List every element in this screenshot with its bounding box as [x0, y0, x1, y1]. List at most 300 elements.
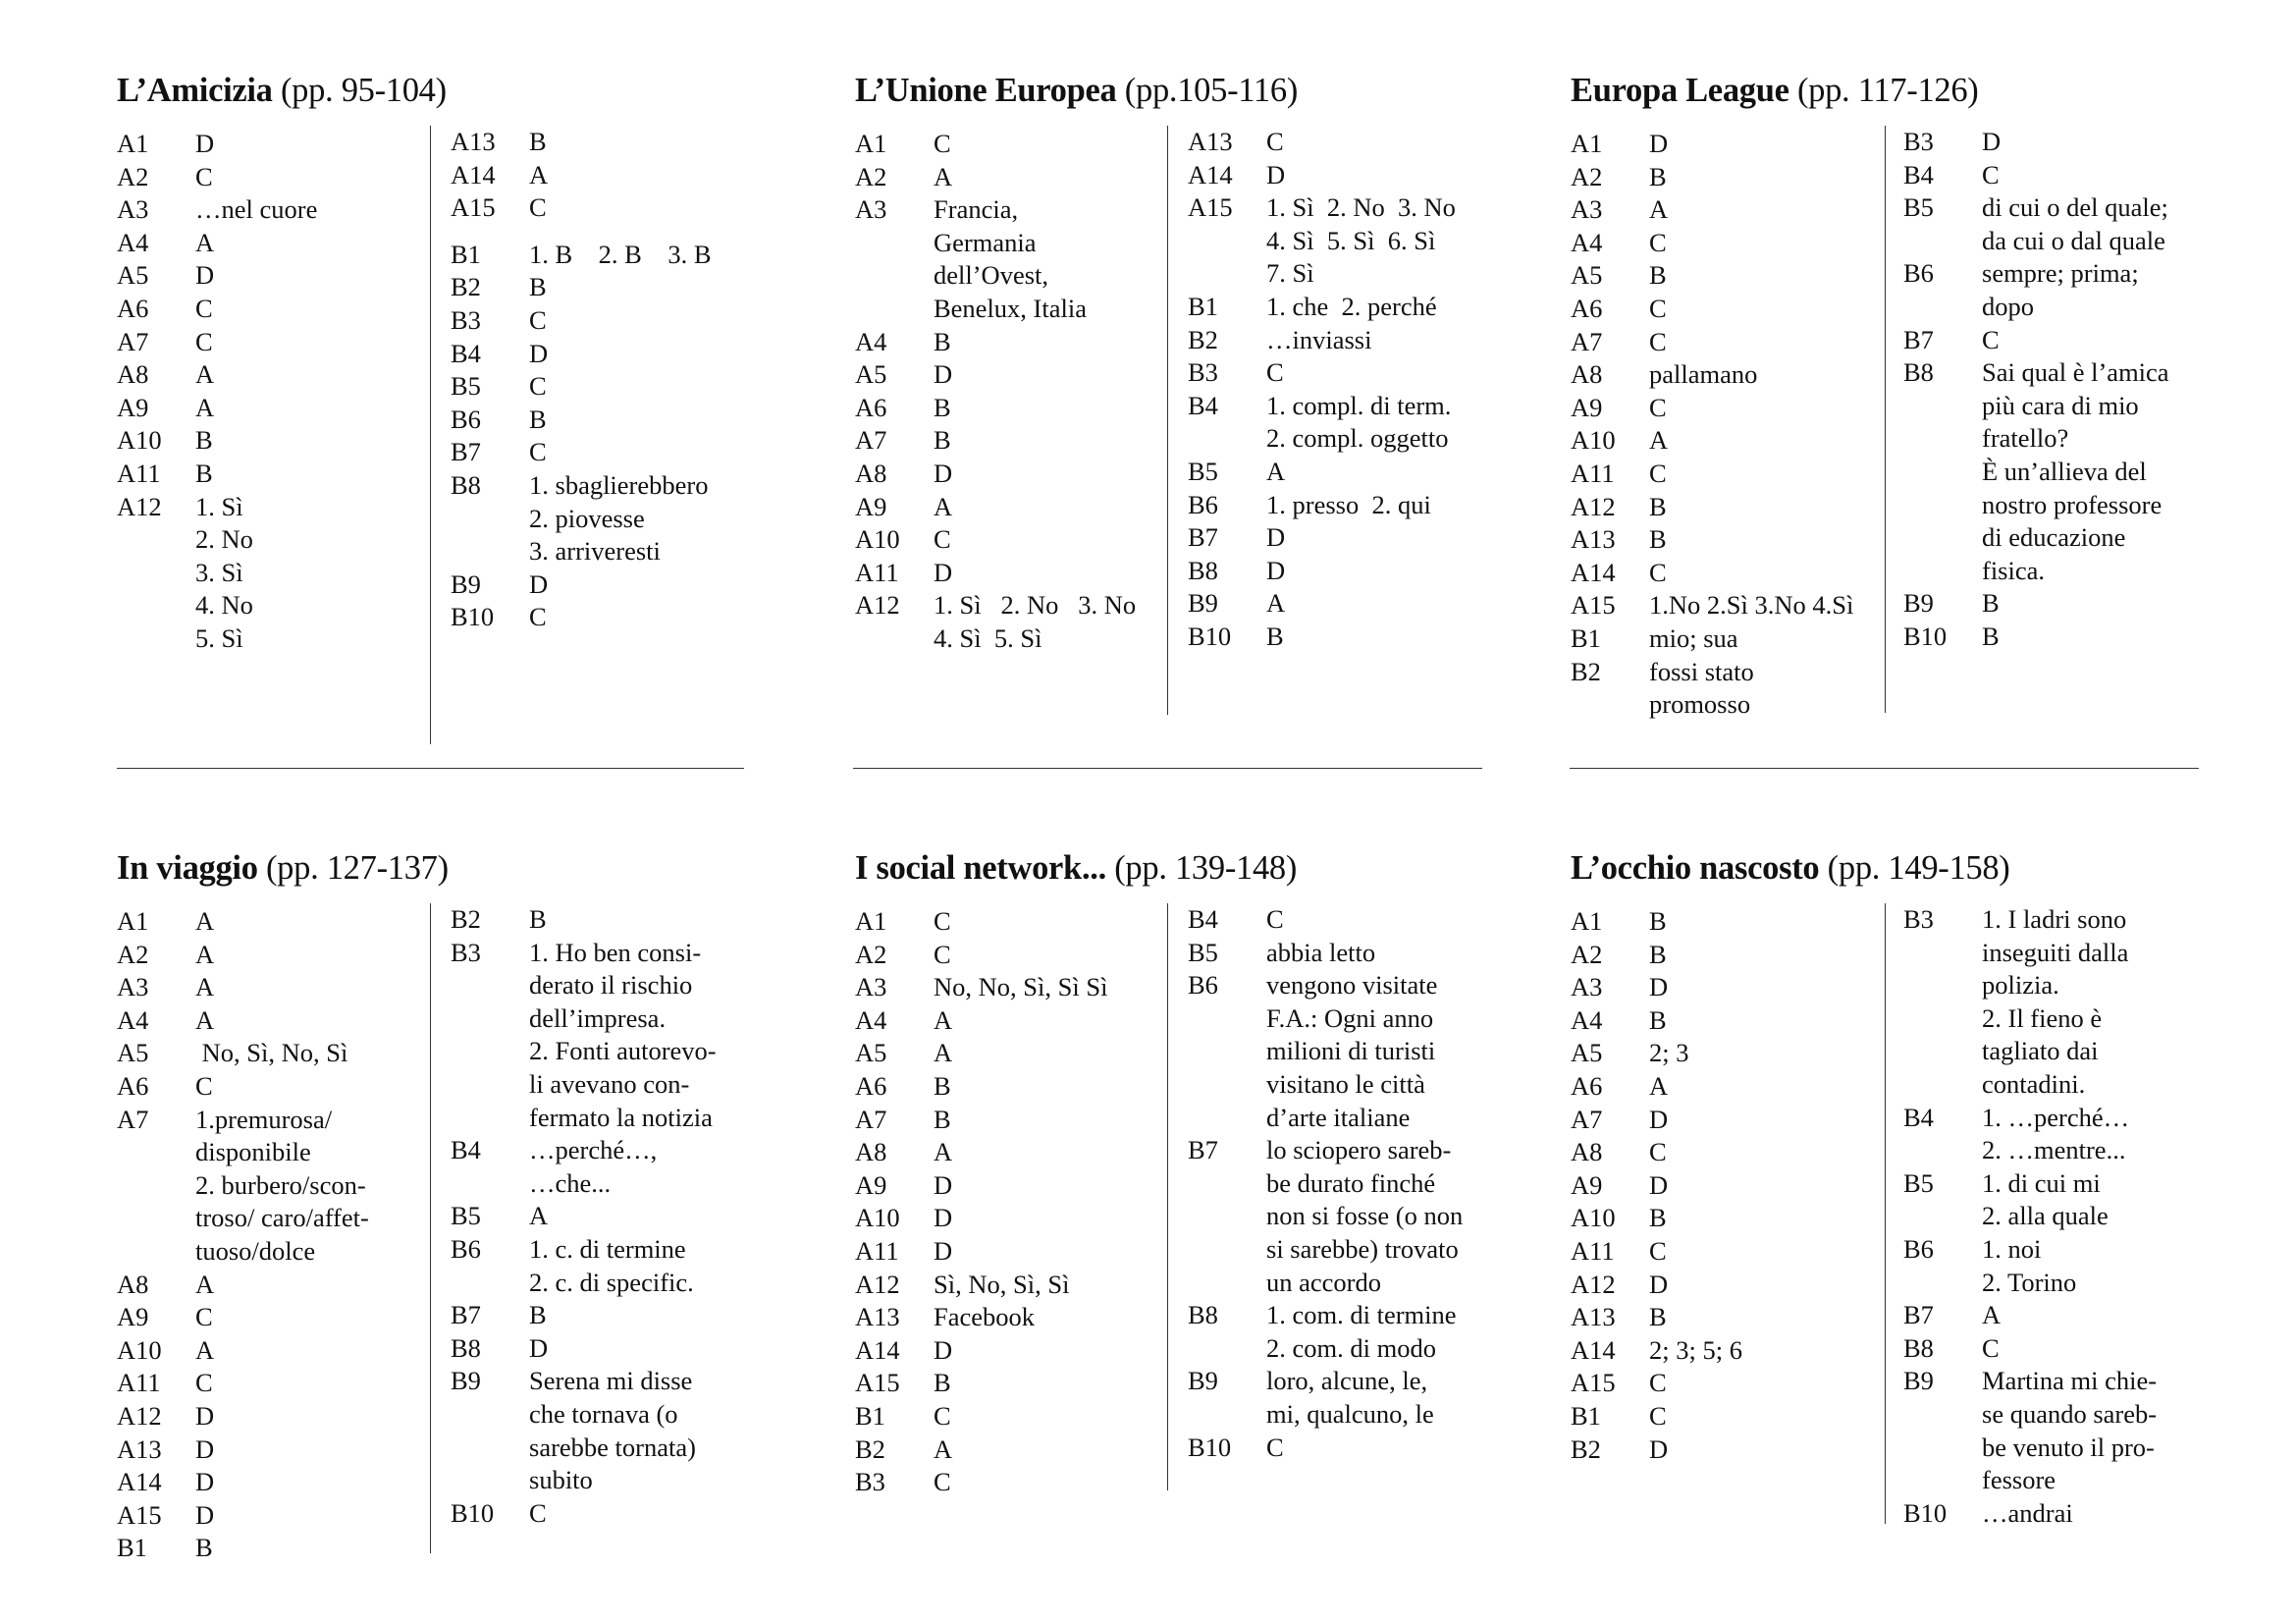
answer-row [1571, 1037, 1885, 1070]
question-code: B10 [451, 1497, 495, 1528]
answer-text [1266, 1365, 1502, 1431]
question-code: A8 [1571, 1137, 1603, 1167]
answer-column-2 [430, 903, 774, 1553]
answer-line: A [529, 1201, 549, 1231]
question-code: A2 [117, 939, 149, 969]
answer-row [117, 905, 431, 939]
answer-row [1903, 1497, 2217, 1531]
answer-line: 1. I ladri sono [1982, 904, 2127, 934]
question-code: A13 [117, 1434, 162, 1464]
answer-row [451, 1365, 774, 1496]
question-code: B4 [1903, 1102, 1934, 1132]
question-code: A9 [117, 392, 149, 422]
answer-line: se quando sareb- [1982, 1398, 2158, 1429]
answer-text [1982, 1102, 2217, 1167]
answer-line: B [195, 458, 213, 488]
answer-line: B [529, 272, 547, 302]
divider-line-1 [117, 768, 744, 769]
answer-text [195, 905, 431, 939]
answer-line: 3. Sì [195, 557, 243, 587]
answer-row [855, 1301, 1169, 1334]
answer-line: C [1649, 227, 1667, 257]
question-code: A10 [855, 1203, 900, 1233]
answer-line: B [1982, 621, 2000, 651]
answer-text [195, 259, 431, 293]
question-code: A4 [1571, 227, 1603, 257]
question-code: B7 [451, 437, 481, 467]
question-code: A1 [855, 129, 887, 158]
answer-column-1 [1571, 128, 1885, 722]
answer-row [451, 1200, 774, 1233]
answer-line: d’arte italiane [1266, 1102, 1411, 1132]
answer-row [117, 1532, 431, 1565]
answer-row [1188, 903, 1502, 937]
answer-text [1266, 356, 1482, 390]
answer-row [1903, 1299, 2217, 1332]
question-code: A12 [855, 1269, 900, 1299]
answer-line: D [934, 1203, 953, 1233]
answer-line: 2. Fonti autorevo- [529, 1036, 717, 1066]
question-code: A9 [855, 491, 887, 521]
answer-text [529, 271, 774, 304]
question-code: A15 [1571, 1368, 1616, 1398]
answer-text [1649, 622, 1885, 656]
question-code: A10 [1571, 1203, 1616, 1233]
section-title-pages: (pp. 139-148) [1105, 849, 1298, 887]
answer-text [1266, 390, 1482, 456]
answer-line: abbia letto [1266, 937, 1376, 967]
answer-line: A [195, 359, 215, 390]
answer-line: loro, alcune, le, [1266, 1366, 1428, 1396]
question-code: A5 [855, 359, 887, 390]
question-code: B10 [1903, 1497, 1948, 1528]
question-code: B10 [451, 602, 495, 632]
question-code: A3 [855, 194, 887, 225]
answer-row [1571, 1269, 1885, 1302]
answer-row [1571, 227, 1885, 260]
answer-row [1903, 324, 2217, 357]
answer-text [529, 903, 774, 937]
answer-line: mi, qualcuno, le [1266, 1398, 1434, 1429]
answer-row [451, 436, 774, 469]
answer-row [117, 161, 431, 194]
answer-column-1 [1571, 905, 1885, 1466]
answer-text [1982, 1497, 2217, 1531]
answer-line: subito [529, 1465, 593, 1495]
answer-line: B [934, 326, 951, 356]
answer-row [1571, 293, 1885, 326]
answer-row [1903, 126, 2217, 159]
question-code: A6 [855, 1070, 887, 1101]
question-code: B10 [1903, 621, 1948, 651]
answer-text [934, 589, 1169, 655]
answer-line: 5. Sì [195, 622, 243, 653]
question-code: A5 [117, 1038, 149, 1068]
answer-row [855, 1070, 1169, 1104]
question-code: B4 [1903, 159, 1934, 189]
section-title [855, 69, 1298, 112]
answer-line: D [934, 1235, 953, 1266]
section-title-pages: (pp.105-116) [1116, 72, 1299, 109]
section-title-pages: (pp. 95-104) [272, 72, 447, 109]
question-code: B1 [1188, 291, 1218, 321]
answer-line: D [1266, 555, 1286, 585]
question-code: A8 [1571, 359, 1603, 390]
answer-text [529, 1299, 774, 1332]
answer-text [934, 523, 1169, 557]
answer-row [1571, 1301, 1885, 1334]
answer-line: Francia, [934, 194, 1019, 225]
answer-line: A [934, 1137, 953, 1167]
answer-text [1649, 491, 1885, 524]
answer-row [1188, 390, 1482, 456]
answer-line: D [529, 1332, 549, 1363]
answer-text [529, 1497, 774, 1531]
question-code: B4 [1188, 390, 1218, 420]
answer-line: A [1982, 1300, 2002, 1330]
answer-text [1649, 1301, 1885, 1334]
question-code: A14 [855, 1334, 900, 1365]
answer-row [1571, 326, 1885, 359]
question-code: B9 [451, 568, 481, 599]
question-code: A2 [1571, 161, 1603, 191]
answer-text [195, 458, 431, 491]
question-code: A12 [117, 491, 162, 521]
answer-row [1571, 1400, 1885, 1434]
answer-line: C [1649, 458, 1667, 488]
question-code: B5 [1188, 456, 1218, 486]
answer-row [451, 404, 774, 437]
answer-row [855, 128, 1169, 161]
answer-text [195, 1301, 431, 1334]
answer-row [117, 1334, 431, 1368]
answer-row [1188, 937, 1502, 970]
answer-row [1188, 291, 1482, 324]
answer-text [1649, 1367, 1885, 1400]
question-code: B6 [451, 1233, 481, 1264]
answer-line: visitano le città [1266, 1068, 1425, 1099]
answer-line: C [934, 524, 951, 555]
section-title-bold: In viaggio [117, 849, 258, 887]
answer-text [1649, 1104, 1885, 1137]
answer-line: be venuto il pro- [1982, 1432, 2155, 1462]
question-code: A10 [117, 1334, 162, 1365]
answer-text [934, 1367, 1169, 1400]
answer-line: A [934, 1004, 953, 1035]
answer-line: D [1649, 1269, 1669, 1299]
question-code: A11 [855, 557, 899, 587]
answer-row [1571, 1235, 1885, 1269]
answer-line: 2. …mentre... [1982, 1135, 2126, 1165]
answer-row [855, 1104, 1169, 1137]
answer-row [1571, 622, 1885, 656]
answer-text [1649, 259, 1885, 293]
answer-line: C [1266, 1432, 1284, 1462]
answer-text [934, 491, 1169, 524]
answer-row [855, 358, 1169, 392]
answer-line: tagliato dai [1982, 1036, 2099, 1066]
question-code: A3 [1571, 194, 1603, 225]
answer-text [934, 1434, 1169, 1467]
answer-line: C [195, 1368, 213, 1398]
answer-line: fossi stato [1649, 656, 1754, 686]
answer-row [117, 939, 431, 972]
answer-text [934, 1136, 1169, 1169]
question-code: A9 [117, 1302, 149, 1332]
answer-text [1649, 193, 1885, 227]
answer-row [451, 1497, 774, 1531]
answer-line: fratello? [1982, 423, 2069, 454]
answer-row [855, 326, 1169, 359]
answer-text [1649, 1004, 1885, 1038]
answer-column-1 [117, 128, 431, 656]
question-code: B9 [1188, 1366, 1218, 1396]
answer-line: …nel cuore [195, 194, 318, 225]
answer-text [1649, 227, 1885, 260]
answer-text [1982, 1332, 2217, 1366]
question-code: A3 [1571, 972, 1603, 1002]
question-code: A6 [1571, 1070, 1603, 1101]
answer-line: D [195, 260, 215, 291]
question-code: A4 [117, 1004, 149, 1035]
question-code: B9 [1903, 1366, 1934, 1396]
answer-line: C [934, 906, 951, 936]
answer-line: A [1266, 456, 1286, 486]
answer-row [855, 1169, 1169, 1203]
question-code: B8 [1903, 1332, 1934, 1363]
question-code: B1 [855, 1400, 885, 1431]
answer-row [1188, 1432, 1502, 1465]
answer-row [855, 1269, 1169, 1302]
answer-text [934, 193, 1169, 325]
answer-line: C [934, 129, 951, 158]
answer-text [195, 939, 431, 972]
answer-line: C [529, 602, 547, 632]
question-code: A11 [1571, 458, 1615, 488]
answer-line: C [1649, 1137, 1667, 1167]
answer-line: C [195, 293, 213, 323]
answer-line: A [195, 972, 215, 1002]
answer-text [1982, 1167, 2217, 1233]
answer-row [855, 1235, 1169, 1269]
answer-row [117, 358, 431, 392]
answer-column-1 [855, 905, 1169, 1499]
answer-line: D [529, 338, 549, 368]
answer-text [1266, 191, 1482, 291]
answer-text [1649, 392, 1885, 425]
answer-line: D [195, 129, 215, 158]
answer-line: 2. No [195, 524, 253, 555]
answer-row [117, 424, 431, 458]
answer-text [1649, 1202, 1885, 1235]
answer-line: fermato la notizia [529, 1102, 713, 1132]
answer-text [195, 193, 431, 227]
answer-line: B [1649, 491, 1667, 521]
answer-line: F.A.: Ogni anno [1266, 1002, 1434, 1033]
answer-line: 4. No [195, 590, 253, 621]
answer-line: C [1649, 1400, 1667, 1431]
question-code: B6 [1188, 970, 1218, 1001]
answer-text [195, 1334, 431, 1368]
question-code: A7 [117, 326, 149, 356]
answer-text [1649, 358, 1885, 392]
question-code: B9 [1903, 588, 1934, 619]
question-code: A11 [1571, 1235, 1615, 1266]
question-code: B6 [1903, 258, 1934, 289]
section-title [1571, 69, 1979, 112]
question-code: A7 [855, 1104, 887, 1134]
answer-row [855, 193, 1169, 325]
question-code: B3 [451, 304, 481, 335]
question-code: B2 [1571, 1434, 1601, 1464]
answer-row [1188, 587, 1482, 621]
answer-row [855, 905, 1169, 939]
answer-line: si sarebbe) trovato [1266, 1233, 1459, 1264]
question-code: A15 [451, 192, 496, 223]
answer-text [1649, 1136, 1885, 1169]
question-code: B3 [1188, 357, 1218, 388]
answer-text [529, 1200, 774, 1233]
answer-row [1903, 1365, 2217, 1496]
answer-line: fisica. [1982, 555, 2046, 585]
answer-text [195, 1269, 431, 1302]
answer-text [934, 971, 1169, 1004]
answer-line: vengono visitate [1266, 970, 1438, 1001]
question-code: B2 [451, 272, 481, 302]
answer-row [117, 1104, 431, 1269]
answer-text [529, 1332, 774, 1366]
answer-row [1188, 1134, 1502, 1299]
answer-line: C [529, 1497, 547, 1528]
answer-line: B [1649, 939, 1667, 969]
answer-text [195, 161, 431, 194]
question-code: A7 [1571, 326, 1603, 356]
answer-row [117, 392, 431, 425]
answer-line: troso/ caro/affet- [195, 1203, 369, 1233]
answer-line: mio; sua [1649, 622, 1738, 653]
question-code: A4 [855, 326, 887, 356]
answer-line: lo sciopero sareb- [1266, 1135, 1452, 1165]
answer-line: 1. di cui mi [1982, 1167, 2101, 1198]
answer-line: 1. sbaglierebbero [529, 469, 709, 500]
answer-line: più cara di mio [1982, 390, 2139, 420]
question-code: B6 [451, 404, 481, 434]
answer-text [1266, 489, 1482, 522]
question-code: B10 [1188, 1432, 1232, 1462]
answer-line: 2. com. di modo [1266, 1332, 1436, 1363]
question-code: A15 [1571, 590, 1616, 621]
answer-row [117, 1269, 431, 1302]
question-code: A11 [117, 1368, 161, 1398]
answer-text [934, 905, 1169, 939]
answer-text [934, 1334, 1169, 1368]
answer-text [934, 1400, 1169, 1434]
answer-row [451, 1332, 774, 1366]
answer-text [1649, 326, 1885, 359]
question-code: B1 [1571, 622, 1601, 653]
answer-line: B [934, 1368, 951, 1398]
answer-line: D [934, 458, 953, 488]
answer-line: C [529, 437, 547, 467]
answer-row [1571, 458, 1885, 491]
answer-line: A [195, 1269, 215, 1299]
answer-text [934, 1269, 1169, 1302]
answer-text [1266, 159, 1482, 192]
answer-row [1571, 1136, 1885, 1169]
answer-text [1649, 1400, 1885, 1434]
answer-line: B [529, 127, 547, 156]
answer-line: 2. compl. oggetto [1266, 423, 1449, 454]
answer-line: B [934, 1070, 951, 1101]
answer-line: C [1982, 159, 2000, 189]
answer-text [195, 491, 431, 656]
answer-row [1903, 1332, 2217, 1366]
answer-text [529, 239, 774, 272]
answer-text [1649, 458, 1885, 491]
question-code: A8 [855, 1137, 887, 1167]
answer-row [855, 1466, 1169, 1499]
answer-line: B [529, 1300, 547, 1330]
question-code: A9 [1571, 392, 1603, 422]
answer-line: B [529, 404, 547, 434]
answer-line: C [195, 1302, 213, 1332]
answer-row [1188, 159, 1482, 192]
answer-text [1266, 521, 1482, 555]
answer-text [195, 293, 431, 326]
answer-row [855, 1400, 1169, 1434]
answer-row [451, 304, 774, 338]
answer-row [1188, 969, 1502, 1134]
answer-text [1266, 621, 1482, 654]
question-code: A13 [855, 1302, 900, 1332]
answer-line: di educazione [1982, 522, 2126, 553]
answer-row [117, 1434, 431, 1467]
answer-line: C [1649, 1235, 1667, 1266]
section-title-bold: L’Unione Europea [855, 72, 1117, 109]
answer-line: 1. …perché… [1982, 1102, 2130, 1132]
answer-text [1649, 1037, 1885, 1070]
answer-text [195, 1466, 431, 1499]
answer-line: 3. arriveresti [529, 536, 661, 567]
question-code: A15 [117, 1499, 162, 1530]
answer-line: C [1266, 904, 1284, 934]
question-code: A7 [1571, 1104, 1603, 1134]
question-code: A4 [1571, 1004, 1603, 1035]
answer-line: Serena mi disse [529, 1366, 693, 1396]
question-code: A1 [1571, 129, 1603, 158]
answer-text [934, 458, 1169, 491]
answer-line: fessore [1982, 1465, 2056, 1495]
answer-row [1903, 191, 2217, 257]
answer-row [1903, 356, 2217, 587]
answer-line: promosso [1649, 689, 1751, 720]
answer-line: C [529, 192, 547, 223]
answer-line: No, No, Sì, Sì Sì [934, 972, 1108, 1002]
answer-row [451, 1299, 774, 1332]
answer-line: un accordo [1266, 1267, 1381, 1297]
section-title-bold: Europa League [1571, 72, 1789, 109]
answer-row [451, 271, 774, 304]
answer-line: B [1649, 1302, 1667, 1332]
answer-row [1188, 621, 1482, 654]
answer-text [529, 1365, 774, 1496]
answer-line: D [934, 359, 953, 390]
answer-text [195, 1004, 431, 1038]
answer-text [1649, 971, 1885, 1004]
answer-row [855, 589, 1169, 655]
answer-line: C [934, 1467, 951, 1497]
answer-line: A [529, 159, 549, 189]
